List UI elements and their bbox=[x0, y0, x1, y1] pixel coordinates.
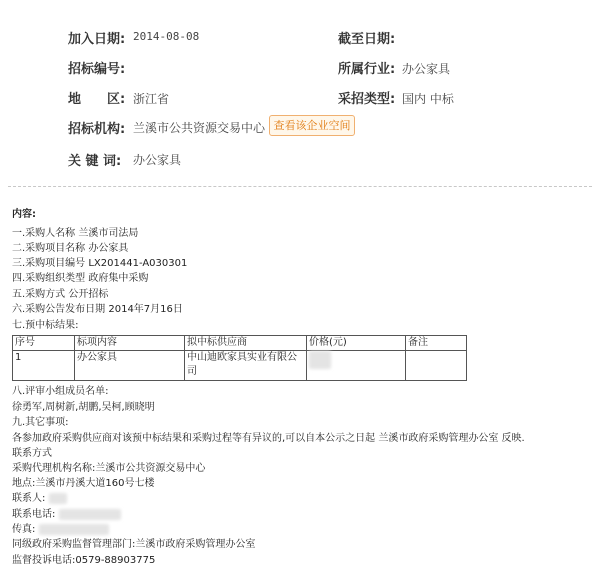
contact-person-label: 联系人: bbox=[12, 493, 46, 504]
table-cell: 办公家具 bbox=[75, 351, 185, 381]
content-line: 七.预中标结果: bbox=[12, 320, 79, 331]
join-date-value: 2014-08-08 bbox=[133, 30, 200, 43]
contact-person-line bbox=[12, 491, 67, 506]
region-value: 浙江省 bbox=[133, 92, 170, 106]
content-heading: 内容: bbox=[12, 209, 36, 220]
table-header: 序号 bbox=[13, 336, 75, 351]
content-line: 四.采购组织类型 政府集中采购 bbox=[12, 273, 149, 284]
keyword-label: 关 键 词: bbox=[68, 154, 122, 169]
content-line: 监督投诉电话:0579-88903775 bbox=[12, 555, 156, 566]
table-header: 拟中标供应商 bbox=[185, 336, 307, 351]
content-line: 三.采购项目编号 LX201441-A030301 bbox=[12, 258, 188, 269]
industry-label: 所属行业: bbox=[338, 62, 396, 77]
content-line: 徐勇军,周树新,胡鹏,吴柯,顾晓明 bbox=[12, 402, 155, 413]
redacted-fax bbox=[39, 524, 109, 535]
content-line: 地点:兰溪市丹溪大道160号七楼 bbox=[12, 478, 155, 489]
table-cell: 中山迪欧家具实业有限公司 bbox=[185, 351, 307, 381]
industry-value: 办公家具 bbox=[402, 62, 451, 76]
region-label-b: 区: bbox=[107, 92, 126, 107]
content-line: 联系方式 bbox=[12, 448, 52, 459]
contact-phone-line bbox=[12, 507, 121, 522]
table-cell bbox=[307, 351, 406, 381]
fax-label: 传真: bbox=[12, 524, 36, 535]
fax-line bbox=[12, 522, 109, 537]
region-label-a: 地 bbox=[68, 92, 82, 107]
table-header-row bbox=[13, 336, 467, 351]
content-line: 各参加政府采购供应商对该预中标结果和采购过程等有异议的,可以自本公示之日起 兰溪市政府采购管理办公室 反映. bbox=[12, 433, 525, 444]
content-line: 二.采购项目名称 办公家具 bbox=[12, 243, 129, 254]
deadline-label: 截至日期: bbox=[338, 32, 396, 47]
join-date-label: 加入日期: bbox=[68, 32, 126, 47]
procurement-type-value: 国内 中标 bbox=[402, 92, 454, 106]
content-line: 同级政府采购监督管理部门:兰溪市政府采购管理办公室 bbox=[12, 539, 256, 550]
table-header: 价格(元) bbox=[307, 336, 406, 351]
redacted-phone bbox=[59, 509, 121, 520]
contact-phone-label: 联系电话: bbox=[12, 509, 56, 520]
content-line: 五.采购方式 公开招标 bbox=[12, 289, 109, 300]
table-header: 标项内容 bbox=[75, 336, 185, 351]
content-line: 九.其它事项: bbox=[12, 417, 69, 428]
table-cell bbox=[406, 351, 467, 381]
content-line: 一.采购人名称 兰溪市司法局 bbox=[12, 228, 139, 239]
bid-result-table bbox=[12, 335, 467, 381]
bid-number-label: 招标编号: bbox=[68, 62, 126, 77]
content-line: 采购代理机构名称:兰溪市公共资源交易中心 bbox=[12, 463, 206, 474]
table-row bbox=[13, 351, 467, 381]
bidding-org-value[interactable]: 兰溪市公共资源交易中心 bbox=[133, 121, 266, 135]
content-line: 六.采购公告发布日期 2014年7月16日 bbox=[12, 304, 183, 315]
keyword-value: 办公家具 bbox=[133, 153, 182, 167]
view-company-space-button[interactable]: 查看该企业空间 bbox=[269, 115, 355, 136]
table-header: 备注 bbox=[406, 336, 467, 351]
redacted-price bbox=[309, 351, 331, 369]
content-line: 八.评审小组成员名单: bbox=[12, 386, 109, 397]
redacted-contact bbox=[49, 493, 67, 504]
bidding-org-label: 招标机构: bbox=[68, 122, 126, 137]
section-divider bbox=[8, 186, 592, 187]
procurement-type-label: 采招类型: bbox=[338, 92, 396, 107]
table-cell: 1 bbox=[13, 351, 75, 381]
